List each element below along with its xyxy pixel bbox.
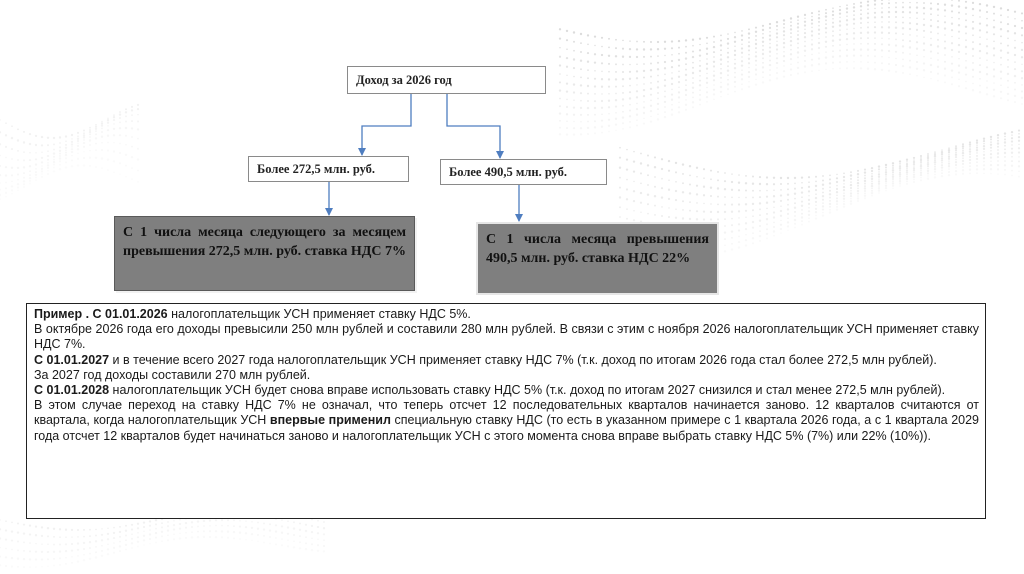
example-paragraph-3	[34, 353, 979, 368]
example-p1-text: налогоплательщик УСН применяет ставку НДС 5%.	[167, 307, 471, 321]
example-heading: Пример . С 01.01.2026	[34, 307, 168, 321]
example-paragraph-6	[34, 398, 979, 444]
root-node-income-2026	[347, 66, 546, 94]
example-paragraph-1	[34, 307, 979, 322]
branch-right-label: Более 490,5 млн. руб.	[449, 165, 568, 179]
branch-node-over-272-5	[248, 156, 409, 182]
example-text-box	[26, 303, 986, 519]
example-p6-text-a: В этом случае переход на ставку НДС 7% не означал, что теперь отсчет 12 последовательных кварталов начинается заново. 12 кварталов считаются от квартала, когда налогоплательщик УСН	[34, 398, 979, 428]
root-node-label: Доход за 2026 год	[356, 73, 452, 87]
connector-root-to-right	[447, 94, 500, 158]
example-p6-text-b: специальную ставку НДС (то есть в указанном примере с 1 квартала 2026 года, а с 1 квартала 2029 года отсчет 12 кварталов будет начинаться заново и налогоплательщик УСН с этого момента снова вправе выбрать ставку НДС 5% (7%) или 22% (10%)).	[34, 413, 979, 443]
example-paragraph-2: В октябре 2026 года его доходы превысили 250 млн рублей и составили 280 млн рублей. В связи с этим с ноября 2026 налогоплательщик УСН применяет ставку НДС 7%.	[34, 322, 979, 352]
example-paragraph-4: За 2027 год доходы составили 270 млн рублей.	[34, 367, 311, 382]
result-left-text: С 1 числа месяца следующего за месяцем превышения 272,5 млн. руб. ставка НДС 7%	[123, 225, 406, 259]
first-applied-emphasis: впервые применил	[269, 413, 391, 428]
branch-left-label: Более 272,5 млн. руб.	[257, 162, 376, 176]
result-node-vat-7	[114, 216, 415, 291]
example-p5-text: налогоплательщик УСН будет снова вправе использовать ставку НДС 5% (т.к. доход по итогам 2027 снизился и стал менее 272,5 млн рублей).	[109, 383, 946, 398]
date-2028: С 01.01.2028	[34, 383, 110, 398]
result-node-vat-22	[476, 222, 719, 295]
result-right-text: С 1 числа месяца превышения 490,5 млн. руб. ставка НДС 22%	[486, 232, 709, 266]
branch-node-over-490-5	[440, 159, 607, 185]
connector-root-to-left	[362, 94, 411, 155]
example-paragraph-5	[34, 383, 979, 398]
date-2027: С 01.01.2027	[34, 352, 110, 367]
example-p3-text: и в течение всего 2027 года налогоплательщик УСН применяет ставку НДС 7% (т.к. доход по итогам 2026 года стал более 272,5 млн рублей).	[109, 352, 937, 367]
